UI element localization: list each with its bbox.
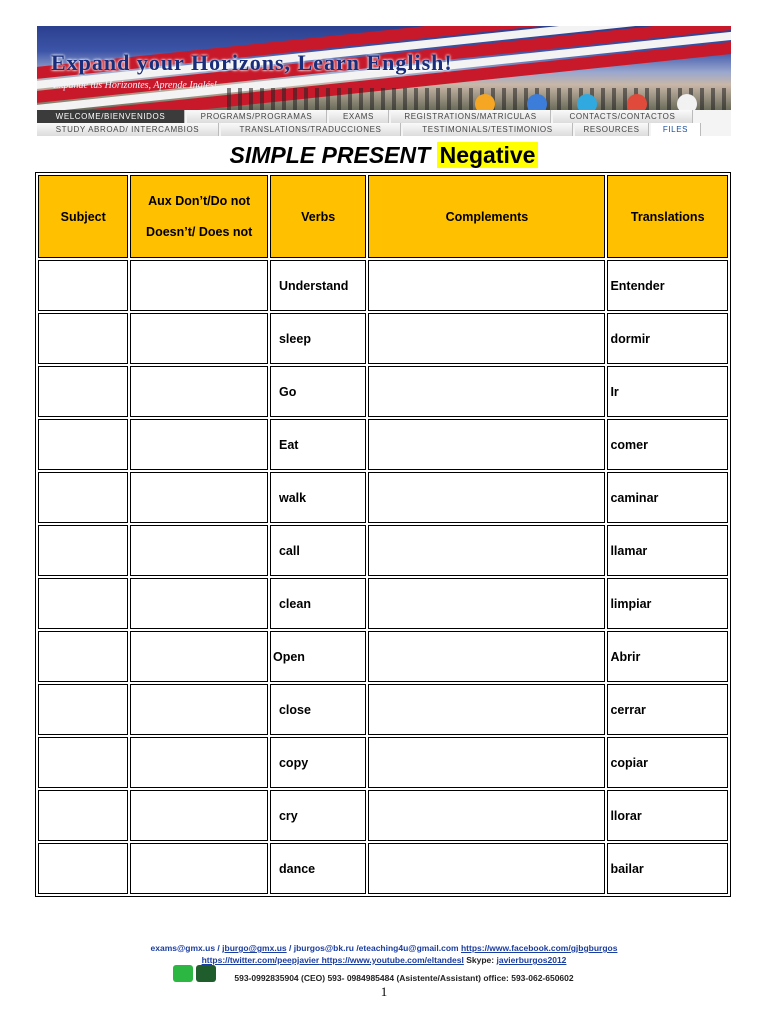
subject-cell[interactable] [38,684,128,735]
verb-cell: close [270,684,366,735]
verb-cell: copy [270,737,366,788]
translation-cell: Abrir [607,631,728,682]
complement-cell[interactable] [368,313,605,364]
complement-cell[interactable] [368,631,605,682]
table-row [38,790,728,841]
nav-registrations[interactable]: REGISTRATIONS/MATRICULAS [391,110,551,123]
nav-welcome[interactable]: WELCOME/BIENVENIDOS [37,110,185,123]
aux-cell[interactable] [130,843,268,894]
subject-cell[interactable] [38,366,128,417]
table-row [38,260,728,311]
banner-title: Expand your Horizons, Learn English! [51,50,453,75]
verb-cell: Understand [270,260,366,311]
google-icon[interactable] [677,94,697,110]
translation-cell: bailar [607,843,728,894]
header-aux-line1: Aux Don’t/Do not [148,193,251,208]
aux-cell[interactable] [130,525,268,576]
table-row [38,313,728,364]
subject-cell[interactable] [38,843,128,894]
aux-cell[interactable] [130,578,268,629]
header-banner [37,26,731,110]
nav-exams[interactable]: EXAMS [329,110,389,123]
table-row [38,684,728,735]
footer-email-link[interactable]: jburgo@gmx.us [222,943,287,953]
complement-cell[interactable] [368,843,605,894]
translation-cell: limpiar [607,578,728,629]
translation-cell: cerrar [607,684,728,735]
verb-cell: dance [270,843,366,894]
aux-cell[interactable] [130,419,268,470]
verb-cell: sleep [270,313,366,364]
nav-contacts[interactable]: CONTACTS/CONTACTOS [553,110,693,123]
table-header-row [38,175,728,258]
aux-cell[interactable] [130,366,268,417]
subject-cell[interactable] [38,631,128,682]
subject-cell[interactable] [38,472,128,523]
aux-cell[interactable] [130,313,268,364]
complement-cell[interactable] [368,366,605,417]
subject-cell[interactable] [38,790,128,841]
table-row [38,525,728,576]
title-highlight: Negative [437,142,539,168]
complement-cell[interactable] [368,737,605,788]
verb-cell: Eat [270,419,366,470]
nav-translations[interactable]: TRANSLATIONS/TRADUCCIONES [221,123,401,136]
nav-files[interactable]: FILES [651,123,701,136]
header-complements: Complements [368,175,605,258]
nav-programs[interactable]: PROGRAMS/PROGRAMAS [187,110,327,123]
footer-emails [0,943,768,953]
footer-facebook-link[interactable]: https://www.facebook.com/gjbgburgos [460,943,618,953]
table-row [38,419,728,470]
table-row [38,631,728,682]
complement-cell[interactable] [368,578,605,629]
banner-subtitle: Expande tus Horizontes, Aprende Inglés! [53,80,218,91]
translation-cell: comer [607,419,728,470]
aux-cell[interactable] [130,631,268,682]
translation-cell: Entender [607,260,728,311]
subject-cell[interactable] [38,260,128,311]
header-aux [130,175,268,258]
complement-cell[interactable] [368,260,605,311]
subject-cell[interactable] [38,737,128,788]
header-verbs: Verbs [270,175,366,258]
verbs-table [35,172,731,897]
table-row [38,737,728,788]
subject-cell[interactable] [38,419,128,470]
complement-cell[interactable] [368,790,605,841]
page-number: 1 [380,984,388,999]
complement-cell[interactable] [368,472,605,523]
subject-cell[interactable] [38,525,128,576]
youtube-icon[interactable] [627,94,647,110]
table-row [38,843,728,894]
verb-cell: clean [270,578,366,629]
subject-cell[interactable] [38,578,128,629]
verb-cell: Go [270,366,366,417]
aux-cell[interactable] [130,260,268,311]
nav-study-abroad[interactable]: STUDY ABROAD/ INTERCAMBIOS [37,123,219,136]
footer-youtube-link[interactable]: https://www.youtube.com/eltandesl [319,955,464,965]
footer-email-2: / jburgos@bk.ru /eteaching4u@gmail.com [286,943,461,953]
footer-skype-link[interactable]: javierburgos2012 [496,955,567,965]
aux-cell[interactable] [130,684,268,735]
subject-cell[interactable] [38,313,128,364]
verb-cell: walk [270,472,366,523]
header-aux-line2: Doesn’t/ Does not [146,224,253,239]
translation-cell: llamar [607,525,728,576]
nav-row-2 [37,123,731,136]
translation-cell: caminar [607,472,728,523]
rss-icon[interactable] [475,94,495,110]
nav-row-1 [37,110,731,123]
verb-cell: cry [270,790,366,841]
verb-cell: call [270,525,366,576]
footer-twitter-link[interactable]: https://twitter.com/peepjavier [201,955,320,965]
complement-cell[interactable] [368,684,605,735]
footer-links [0,955,768,965]
translation-cell: copiar [607,737,728,788]
footer-phones: 593-0992835904 (CEO) 593- 0984985484 (Asistente/Assistant) office: 593-062-650602 [234,973,574,983]
page-title [0,142,768,169]
complement-cell[interactable] [368,525,605,576]
translation-cell: dormir [607,313,728,364]
nav-testimonials[interactable]: TESTIMONIALS/TESTIMONIOS [403,123,573,136]
aux-cell[interactable] [130,472,268,523]
header-subject: Subject [38,175,128,258]
aux-cell[interactable] [130,737,268,788]
table-row [38,366,728,417]
header-translations: Translations [607,175,728,258]
footer-email-1: exams@gmx.us / [150,943,223,953]
complement-cell[interactable] [368,419,605,470]
table-row [38,472,728,523]
twitter-icon[interactable] [577,94,597,110]
verb-cell: Open [270,631,366,682]
table-row [38,578,728,629]
aux-cell[interactable] [130,790,268,841]
blog-icon[interactable] [527,94,547,110]
translation-cell: llorar [607,790,728,841]
footer-skype-label: Skype: [463,955,497,965]
nav-resources[interactable]: RESOURCES [575,123,649,136]
translation-cell: Ir [607,366,728,417]
title-main: SIMPLE PRESENT [229,142,431,168]
